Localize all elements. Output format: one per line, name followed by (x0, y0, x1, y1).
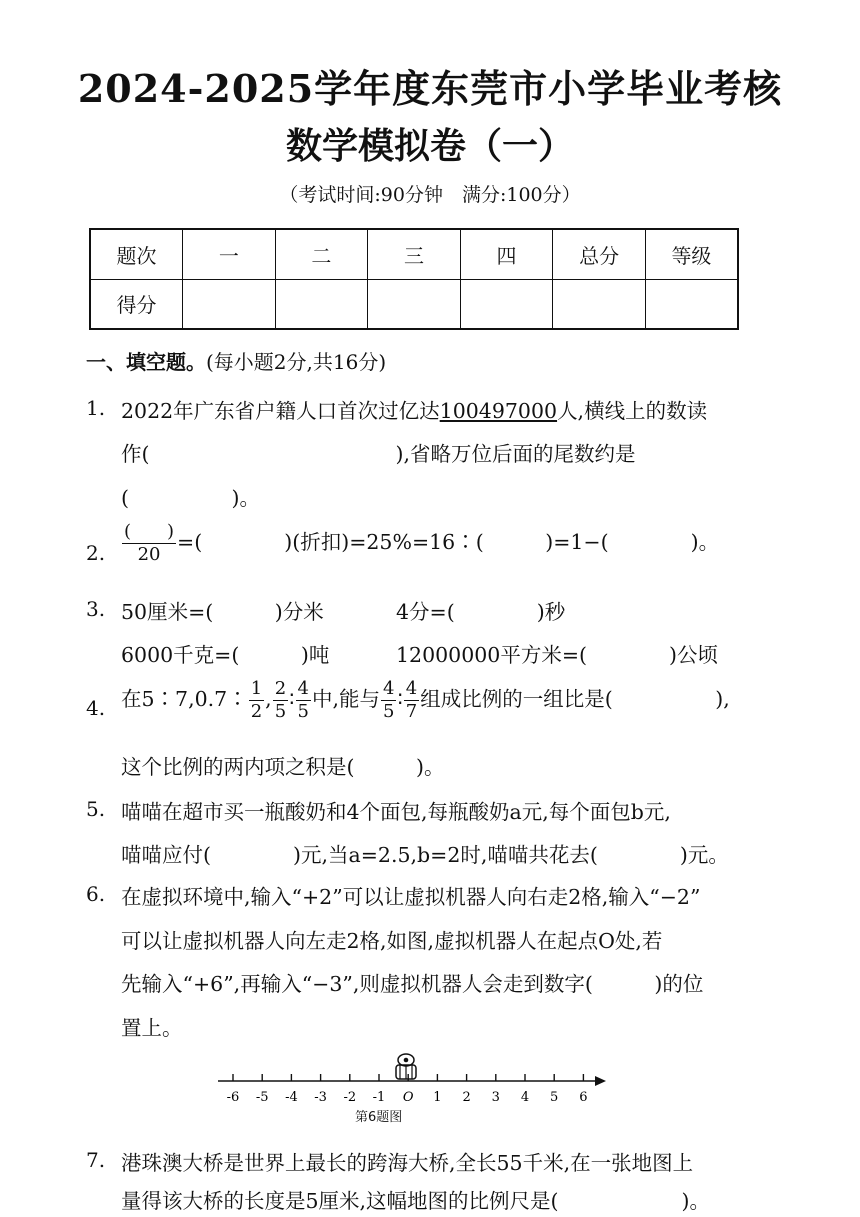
score-table (89, 228, 739, 330)
score-table-score-row (90, 279, 738, 329)
question-5-line-2: 喵喵应付( )元,当a=2.5,b=2时,喵喵共花去( )元。 (121, 843, 729, 867)
q4-text: 中,能与 (311, 687, 380, 711)
question-6-line-2: 可以让虚拟机器人向左走2格,如图,虚拟机器人在起点O处,若 (121, 929, 663, 953)
question-number: 4. (86, 696, 106, 720)
question-number: 3. (86, 597, 106, 621)
score-cell: 四 (460, 229, 553, 279)
fraction-denominator: 5 (297, 701, 309, 722)
score-cell: 得分 (90, 279, 183, 329)
q4-fraction (249, 680, 264, 721)
exam-subtitle: 数学模拟卷（一） (285, 125, 574, 167)
q4-text: 在5∶7,0.7∶ (121, 687, 248, 711)
score-cell (368, 279, 461, 329)
number-line (210, 1050, 610, 1110)
robot-icon (396, 1054, 416, 1079)
arrow-head-icon (595, 1076, 606, 1086)
q4-fraction (381, 680, 396, 721)
fraction-denominator: 7 (405, 701, 418, 722)
question-6-line-1: 在虚拟环境中,输入“+2”可以让虚拟机器人向右走2格,输入“−2” (121, 885, 701, 909)
number-line-tick-label: -6 (226, 1090, 240, 1105)
q4-fraction (296, 680, 311, 721)
fraction-numerator: 2 (274, 678, 287, 699)
fraction-numerator: 4 (405, 678, 418, 699)
q1-text-a: 2022年广东省户籍人口首次过亿达 (121, 399, 440, 423)
question-1-line-2: 作( ),省略万位后面的尾数约是 (121, 442, 636, 466)
score-cell (553, 279, 646, 329)
question-1-line-3: ( )。 (121, 486, 260, 510)
score-cell: 题次 (90, 229, 183, 279)
question-6-line-3: 先输入“+6”,再输入“−3”,则虚拟机器人会走到数字( )的位 (121, 972, 704, 996)
number-line-tick-label: -5 (255, 1090, 269, 1105)
q3-item-d: 12000000平方米=( )公顷 (396, 643, 719, 667)
score-cell (183, 279, 276, 329)
q4-text: , (265, 687, 272, 711)
question-number: 7. (86, 1148, 106, 1172)
question-number: 1. (86, 396, 106, 420)
section-title: 一、填空题。 (86, 350, 206, 374)
number-line-figure (210, 1050, 610, 1130)
fraction-denominator: 5 (382, 701, 395, 722)
fraction-numerator: ( ) (124, 521, 175, 542)
number-line-tick-label: 1 (433, 1090, 442, 1105)
q1-underlined-number: 100497000 (439, 399, 558, 423)
question-5-line-1: 喵喵在超市买一瓶酸奶和4个面包,每瓶酸奶a元,每个面包b元, (121, 800, 671, 824)
score-cell (645, 279, 738, 329)
section-heading (86, 346, 386, 375)
question-number: 5. (86, 797, 106, 821)
number-line-tick-label: 4 (520, 1090, 530, 1105)
fraction-denominator: 20 (137, 544, 161, 565)
fraction-numerator: 4 (382, 678, 395, 699)
q2-fraction (122, 523, 176, 564)
question-2-line-1 (121, 523, 719, 564)
score-cell (275, 279, 368, 329)
number-line-tick-label: -3 (314, 1090, 327, 1105)
question-number: 2. (86, 541, 106, 565)
score-cell: 等级 (645, 229, 738, 279)
question-number: 6. (86, 882, 106, 906)
fraction-numerator: 1 (250, 678, 263, 699)
exam-title: 2024-2025学年度东莞市小学毕业考核 (77, 66, 783, 111)
question-4-line-2: 这个比例的两内项之积是( )。 (121, 755, 445, 779)
q4-text: ∶ (397, 687, 403, 711)
q2-text: =( )(折扣)=25%=16∶( )=1−( )。 (177, 530, 720, 554)
q1-text-b: 人,横线上的数读 (557, 399, 708, 423)
score-cell: 二 (275, 229, 368, 279)
question-1-line-1 (121, 394, 707, 424)
q4-text: 组成比例的一组比是( ), (420, 687, 730, 711)
question-4-line-1 (121, 680, 730, 721)
number-line-tick-label: -1 (372, 1090, 386, 1105)
score-table-header-row (90, 229, 738, 279)
number-line-tick-label: -4 (285, 1090, 298, 1105)
q4-fraction (404, 680, 419, 721)
score-cell (460, 279, 553, 329)
q3-item-a: 50厘米=( )分米 (121, 600, 324, 624)
fraction-numerator: 4 (297, 678, 309, 699)
number-line-tick-label: O (402, 1090, 414, 1105)
q4-fraction (273, 680, 288, 721)
number-line-tick-label: 3 (491, 1090, 500, 1105)
question-7-line-1: 港珠澳大桥是世界上最长的跨海大桥,全长55千米,在一张地图上 (121, 1151, 694, 1175)
number-line-tick-label: -2 (343, 1090, 357, 1105)
number-line-tick-label: 6 (579, 1090, 588, 1105)
number-line-tick-label: 5 (550, 1090, 559, 1105)
question-6-line-4: 置上。 (121, 1016, 183, 1040)
number-line-tick-label: 2 (462, 1090, 471, 1105)
score-cell: 三 (368, 229, 461, 279)
score-cell: 总分 (553, 229, 646, 279)
q3-item-c: 6000千克=( )吨 (121, 643, 330, 667)
question-7-line-2: 量得该大桥的长度是5厘米,这幅地图的比例尺是( )。 (121, 1189, 711, 1213)
score-cell: 一 (183, 229, 276, 279)
exam-info: （考试时间:90分钟 满分:100分） (279, 184, 581, 206)
fraction-denominator: 5 (274, 701, 287, 722)
section-note: (每小题2分,共16分) (206, 350, 387, 374)
q4-text: ∶ (289, 687, 295, 711)
figure-caption: 第6题图 (355, 1110, 403, 1125)
q3-item-b: 4分=( )秒 (396, 600, 566, 624)
fraction-denominator: 2 (250, 701, 263, 722)
